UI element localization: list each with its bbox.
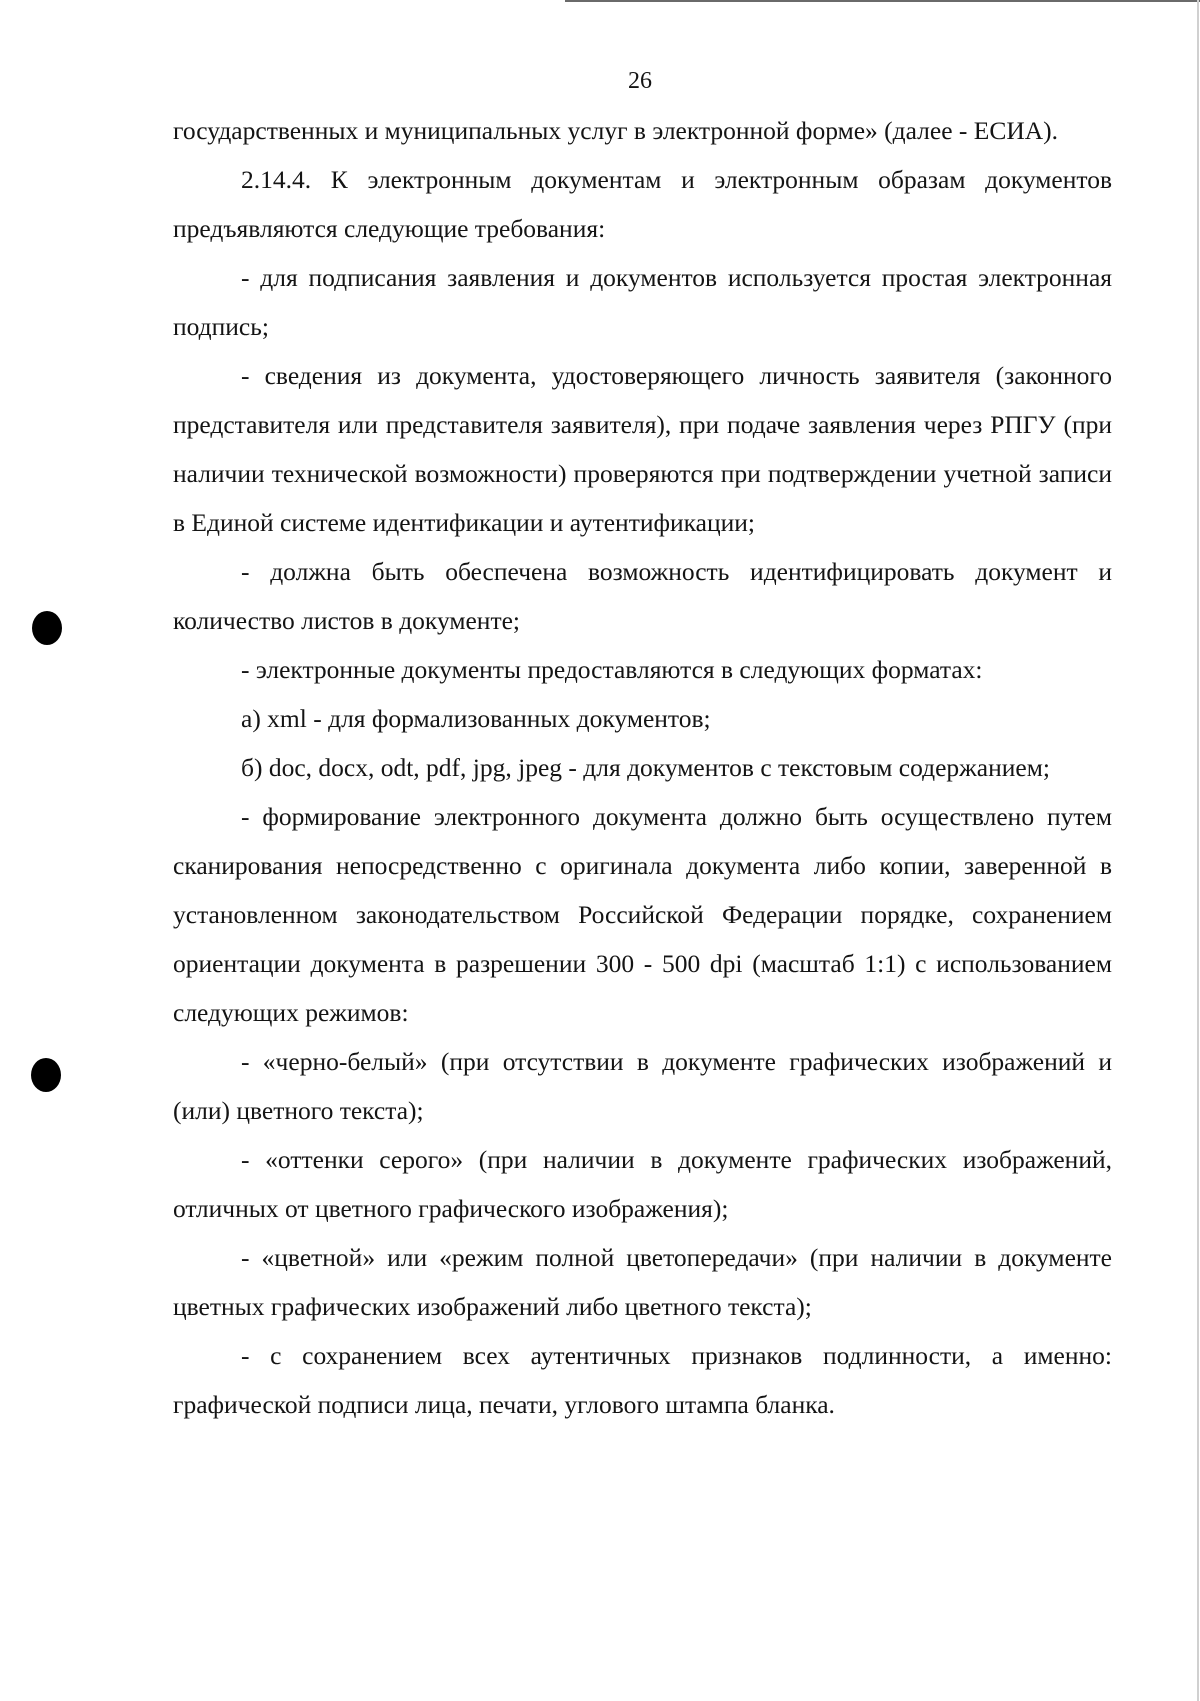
scan-edge-right (1197, 0, 1199, 1701)
list-item: - должна быть обеспечена возможность идентифицировать документ и количество листов в документе; (173, 557, 1112, 635)
list-item: б) doc, docx, odt, pdf, jpg, jpeg - для документов с текстовым содержанием; (241, 753, 1050, 782)
list-item: - «оттенки серого» (при наличии в документе графических изображений, отличных от цветного графического изображения); (173, 1145, 1112, 1223)
list-item: - для подписания заявления и документов используется простая электронная подпись; (173, 263, 1112, 341)
paragraph: 2.14.4. К электронным документам и электронным образам документов предъявляются следующие требования: (173, 165, 1112, 243)
punch-hole (31, 1058, 61, 1092)
list-item: - электронные документы предоставляются в следующих форматах: (241, 655, 983, 684)
paragraph: государственных и муниципальных услуг в электронной форме» (далее - ЕСИА). (173, 116, 1059, 145)
list-item: - сведения из документа, удостоверяющего личность заявителя (законного представителя или представителя заявителя), при подаче заявления через РПГУ (при наличии технической возможности) проверяются при подтверждении учетной записи в Единой системе идентификации и аутентификации; (173, 361, 1112, 537)
punch-hole (32, 611, 62, 645)
list-item: - «цветной» или «режим полной цветопередачи» (при наличии в документе цветных графических изображений либо цветного текста); (173, 1243, 1112, 1321)
page-number: 26 (628, 68, 652, 94)
list-item: - с сохранением всех аутентичных признаков подлинности, а именно: графической подписи лица, печати, углового штампа бланка. (173, 1341, 1112, 1419)
list-item: - формирование электронного документа должно быть осуществлено путем сканирования непосредственно с оригинала документа либо копии, заверенной в установленном законодательством Российской Федерации порядке, сохранением ориентации документа в разрешении 300 - 500 dpi (масштаб 1:1) с использованием следующих режимов: (173, 802, 1112, 1027)
scan-edge-top (565, 0, 1200, 2)
document-body (173, 106, 1112, 1429)
list-item: - «черно-белый» (при отсутствии в документе графических изображений и (или) цветного текста); (173, 1047, 1112, 1125)
list-item: а) xml - для формализованных документов; (241, 704, 711, 733)
